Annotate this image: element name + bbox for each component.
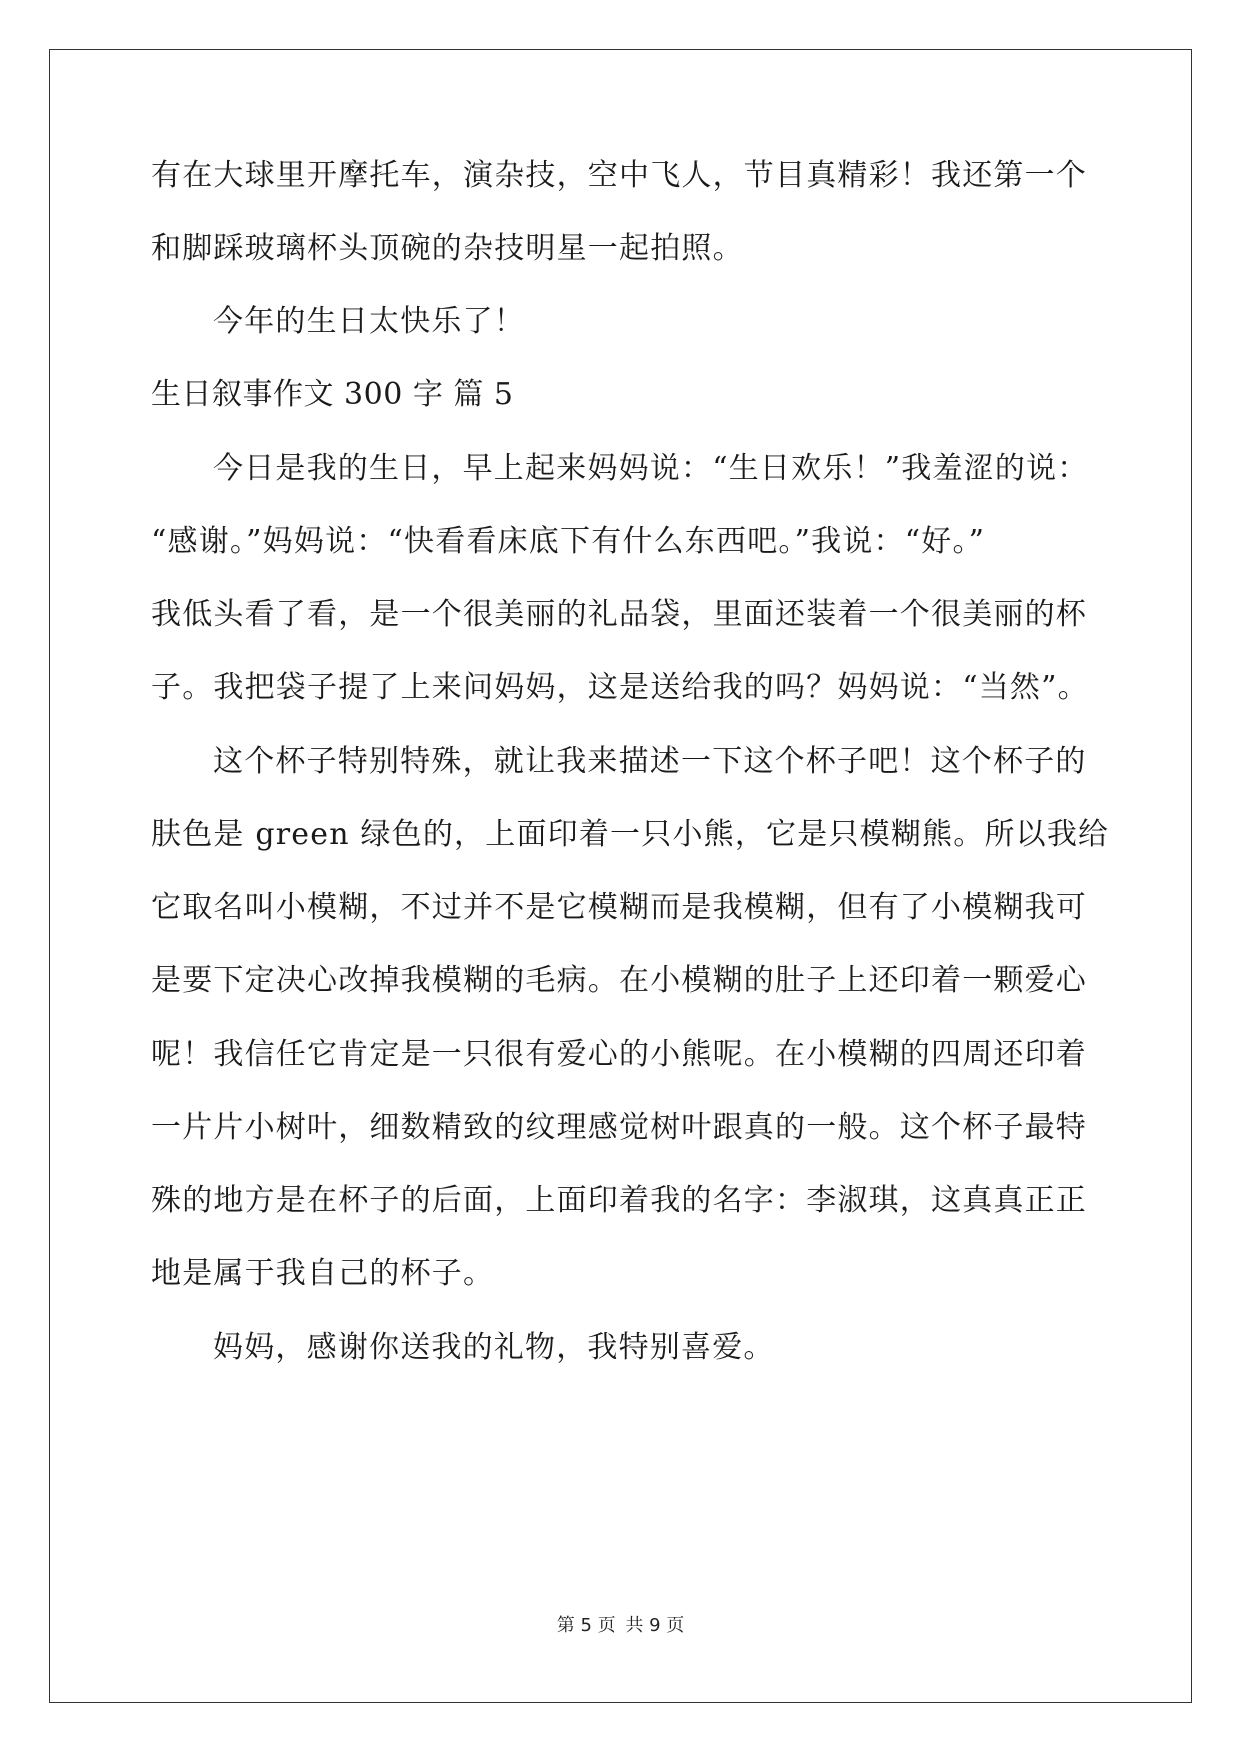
paragraph-line: 地是属于我自己的杯子。 [151, 1256, 495, 1291]
paragraph-line: 殊的地方是在杯子的后面，上面印着我的名字：李淑琪，这真真正正 [151, 1183, 1087, 1218]
paragraph-line: 一片片小树叶，细数精致的纹理感觉树叶跟真的一般。这个杯子最特 [151, 1110, 1087, 1145]
page-number: 第 5 页 [556, 1615, 616, 1636]
paragraph-line: 这个杯子特别特殊，就让我来描述一下这个杯子吧！这个杯子的 [213, 744, 1087, 779]
paragraph-line: 它取名叫小模糊，不过并不是它模糊而是我模糊，但有了小模糊我可 [151, 890, 1087, 925]
page-total: 共 9 页 [625, 1615, 685, 1636]
paragraph-line: 有在大球里开摩托车，演杂技，空中飞人，节目真精彩！我还第一个 [151, 158, 1087, 193]
paragraph-line: 妈妈，感谢你送我的礼物，我特别喜爱。 [213, 1330, 775, 1365]
paragraph-line: “感谢。”妈妈说：“快看看床底下有什么东西吧。”我说：“好。” [151, 524, 986, 559]
page-border [49, 49, 1192, 1703]
paragraph-line: 子。我把袋子提了上来问妈妈，这是送给我的吗？妈妈说：“当然”。 [151, 670, 1089, 705]
paragraph-line: 是要下定决心改掉我模糊的毛病。在小模糊的肚子上还印着一颗爱心 [151, 963, 1087, 998]
page-footer [0, 1614, 1241, 1638]
paragraph-line: 我低头看了看，是一个很美丽的礼品袋，里面还装着一个很美丽的杯 [151, 597, 1087, 632]
paragraph-line: 和脚踩玻璃杯头顶碗的杂技明星一起拍照。 [151, 231, 744, 266]
paragraph-line: 肤色是 green 绿色的，上面印着一只小熊，它是只模糊熊。所以我给 [151, 817, 1110, 852]
paragraph-line: 呢！我信任它肯定是一只很有爱心的小熊呢。在小模糊的四周还印着 [151, 1037, 1087, 1072]
paragraph-line: 今年的生日太快乐了！ [213, 304, 525, 339]
section-heading: 生日叙事作文 300 字 篇 5 [151, 377, 514, 412]
paragraph-line: 今日是我的生日，早上起来妈妈说：“生日欢乐！”我羞涩的说： [213, 451, 1089, 486]
